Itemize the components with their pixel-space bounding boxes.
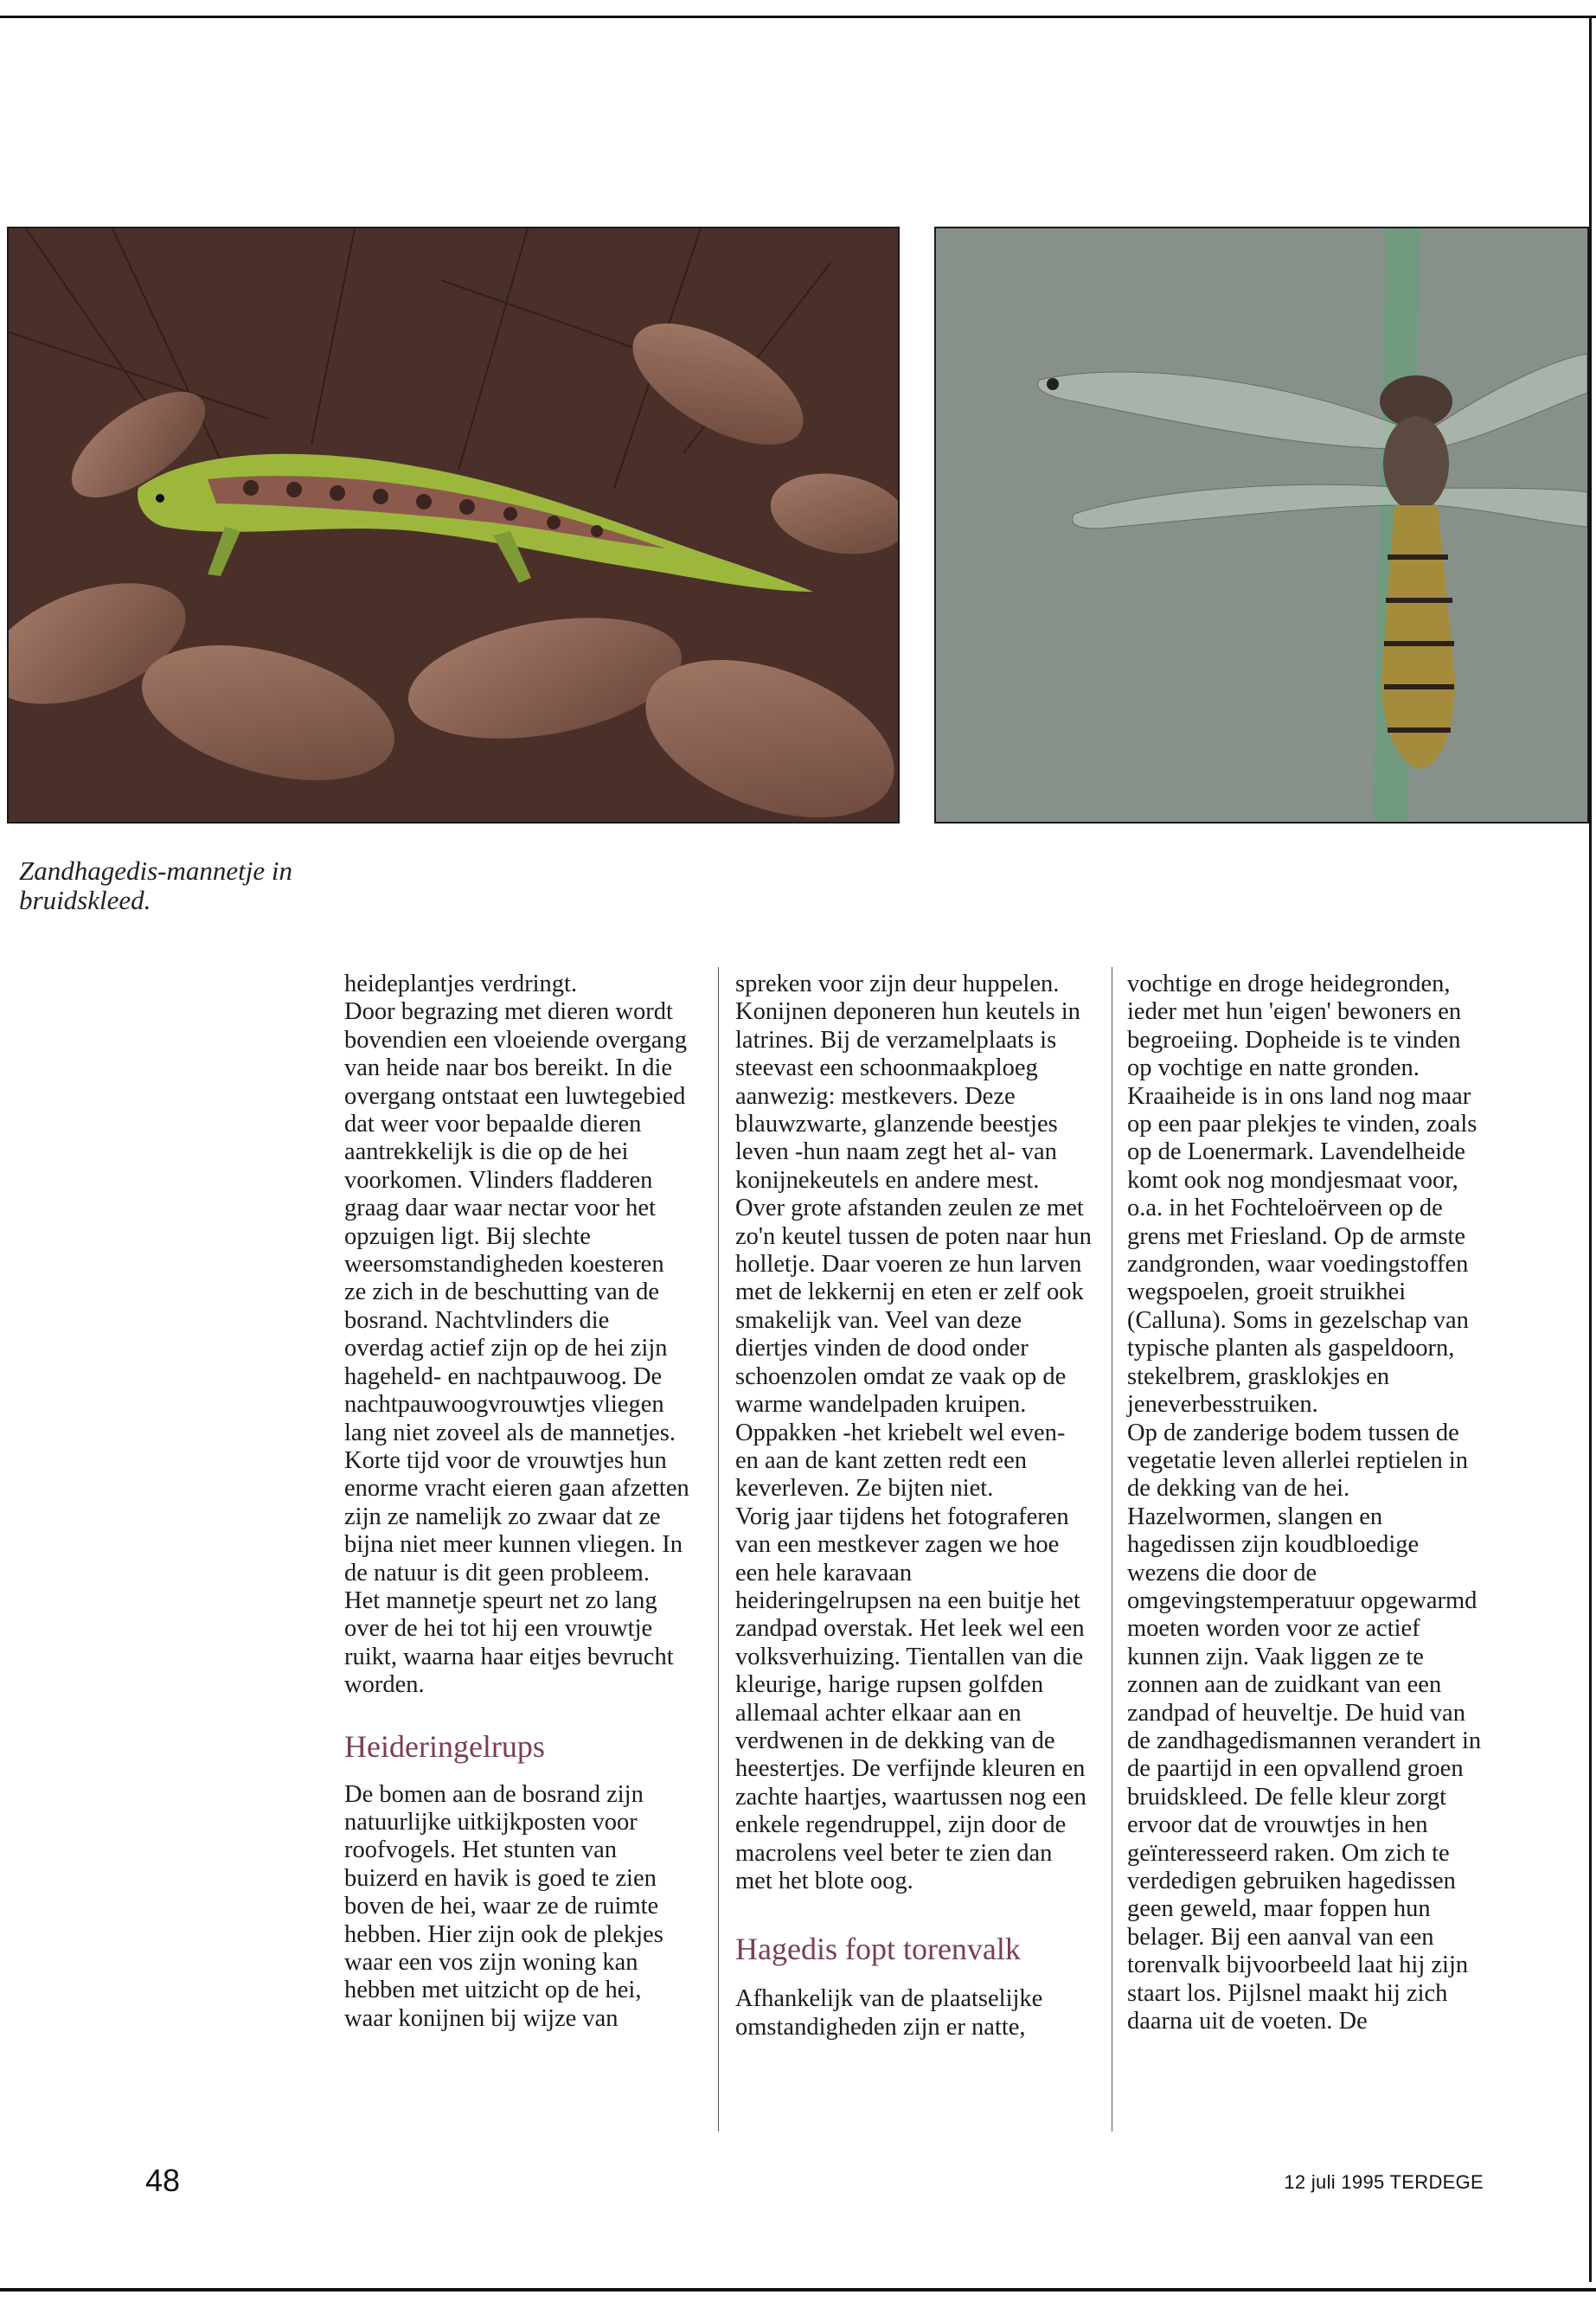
lizard-illustration [9,228,898,822]
paragraph: Door begrazing met dieren wordt bovendien een vloeiende overgang van heide naar bos bereikt. In die overgang ontstaat een luwtegebied dat weer voor bepaalde dieren aantrekkelijk is die op de hei voorkomen. Vlinders fladderen graag daar waar nectar voor het opzuigen ligt. Bij slechte weersomstandigheden koesteren ze zich in de beschutting van de bosrand. Nachtvlinders die overdag actief zijn op de hei zijn hageheld- en nachtpauwoog. De nachtpauwoogvrouwtjes vliegen lang niet zoveel als de mannetjes. Korte tijd voor de vrouwtjes hun enorme vracht eieren gaan afzetten zijn ze namelijk zo zwaar dat ze bijna niet meer kunnen vliegen. In de natuur is dit geen probleem. Het mannetje speurt net zo lang over de hei tot hij een vrouwtje ruikt, waarna haar eitjes bevrucht worden. [344,998,689,1699]
section-heading: Heideringelrups [344,1728,545,1764]
text-column-2 [735,971,1094,2041]
lizard-photo [7,227,900,824]
top-frame-line [0,16,1596,18]
section-heading: Hagedis fopt torenvalk [735,1932,1021,1967]
paragraph: vochtige en droge heidegronden, ieder met hun 'eigen' bewoners en begroeiing. Dopheide is te vinden op vochtige en natte gronden. Kraaiheide is in ons land nog maar op een paar plekjes te vinden, zoals op de Loenermark. Lavendelheide komt ook nog mondjesmaat voor, o.a. in het Fochteloërveen op de grens met Friesland. Op de armste zandgronden, waar voedingstoffen wegspoelen, groeit struikhei (Calluna). Soms in gezelschap van typische planten als gaspeldoorn, stekelbrem, grasklokjes en jeneverbesstruiken. [1127,971,1477,1419]
paragraph: Op de zanderige bodem tussen de vegetatie leven allerlei reptielen in de dekking van de hei. Hazelwormen, slangen en hagedissen zijn koudbloedige wezens die door de omgevingstemperatuur opgewarmd moeten worden voor ze actief kunnen zijn. Vaak liggen ze te zonnen aan de zuidkant van een zandpad of heuveltje. De huid van de zandhagedismannen verandert in de paartijd in een opvallend groen bruidskleed. De felle kleur zorgt ervoor dat de vrouwtjes in hen geïnteresseerd raken. Om zich te verdedigen gebruiken hagedissen geen geweld, maar foppen hun belager. Bij een aanval van een torenvalk bijvoorbeeld laat hij zijn staart los. Pijlsnel maakt hij zich daarna uit de voeten. De [1127,1419,1482,2035]
paragraph: Afhankelijk van de plaatselijke omstandigheden zijn er natte, [735,1985,1043,2041]
paragraph: spreken voor zijn deur huppelen. Konijnen deponeren hun keutels in latrines. Bij de verzamelplaats is steevast een schoonmaakploeg aanwezig: mestkevers. Deze blauwzwarte, glanzende beestjes leven -hun naam zegt het al- van konijnekeutels en andere mest. [735,971,1080,1194]
paragraph: heideplantjes verdringt. [344,971,578,997]
paragraph: Over grote afstanden zeulen ze met zo'n keutel tussen de poten naar hun holletje. Daar voeren ze hun larven met de lekkernij en eten er zelf ook smakelijk van. Veel van deze diertjes vinden de dood onder schoenzolen omdat ze vaak op de warme wandelpaden kruipen. Oppakken -het kriebelt wel even- en aan de kant zetten redt een keverleven. Ze bijten niet. [735,1195,1092,1503]
text-column-3 [1127,971,1490,2035]
issue-footer: 12 juli 1995 TERDEGE [1284,2171,1484,2193]
dragonfly-photo [934,227,1589,824]
right-frame-line [1589,16,1592,2282]
paragraph: De bomen aan de bosrand zijn natuurlijke uitkijkposten voor roofvogels. Het stunten van buizerd en havik is goed te zien boven de hei, waar ze de ruimte hebben. Hier zijn ook de plekjes waar een vos zijn woning kan hebben met uitzicht op de hei, waar konijnen bij wijze van [344,1780,663,2032]
photo-caption: Zandhagedis-mannetje in bruidskleed. [19,856,292,915]
page-number: 48 [145,2163,181,2198]
column-divider [718,967,719,2131]
bottom-frame-line [0,2288,1596,2291]
paragraph: Vorig jaar tijdens het fotograferen van een mestkever zagen we hoe een hele karavaan heideringelrupsen na een buitje het zandpad overstak. Het leek wel een volksverhuizing. Tientallen van die kleurige, harige rupsen golfden allemaal achter elkaar aan en verdwenen in de dekking van de heestertjes. De verfijnde kleuren en zachte haartjes, waartussen nog een enkele regendruppel, zijn door de macrolens veel beter te zien dan met het blote oog. [735,1503,1086,1894]
text-column-1 [344,971,690,2033]
dragonfly-illustration [936,228,1587,822]
